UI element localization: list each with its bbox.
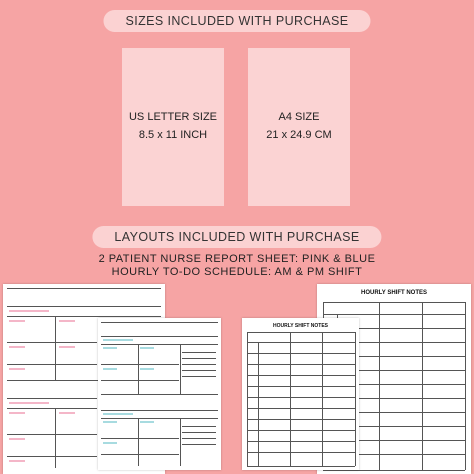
size-name: A4 SIZE [278, 111, 320, 124]
sheet-title: HOURLY SHIFT NOTES [360, 290, 427, 296]
layout-item: 2 PATIENT NURSE REPORT SHEET: PINK & BLUE [98, 253, 376, 265]
nurse-report-sheet-preview [98, 318, 221, 470]
size-dims: 21 x 24.9 CM [266, 129, 332, 141]
hourly-shift-notes-preview [242, 318, 359, 470]
sheet-title: HOURLY SHIFT NOTES [272, 323, 328, 329]
sizes-banner: SIZES INCLUDED WITH PURCHASE [103, 10, 370, 32]
size-name: US LETTER SIZE [128, 111, 218, 124]
size-card-a4 [248, 48, 350, 206]
size-dims: 8.5 x 11 INCH [138, 129, 208, 141]
size-card-us-letter [122, 48, 224, 206]
layouts-banner: LAYOUTS INCLUDED WITH PURCHASE [92, 226, 381, 248]
layout-item: HOURLY TO-DO SCHEDULE: AM & PM SHIFT [111, 266, 363, 278]
